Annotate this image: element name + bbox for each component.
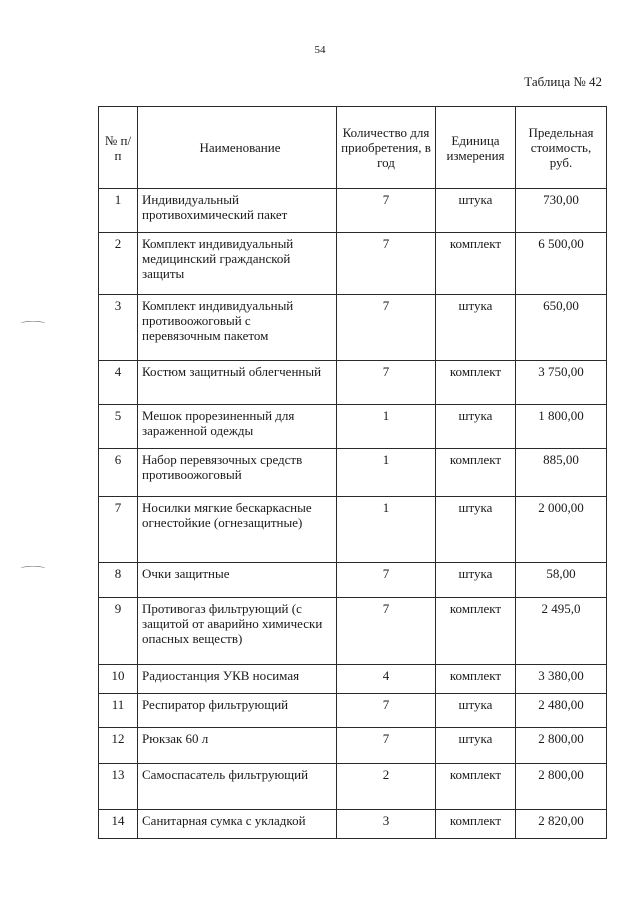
row-unit: комплект [436, 764, 516, 810]
row-price: 2 495,0 [516, 598, 607, 665]
row-number: 4 [99, 361, 138, 405]
row-price: 2 800,00 [516, 764, 607, 810]
row-number: 2 [99, 233, 138, 295]
page-number: 54 [314, 44, 326, 56]
row-price: 1 800,00 [516, 405, 607, 449]
row-quantity: 7 [337, 233, 436, 295]
table-row [99, 233, 607, 295]
header-num: № п/п [99, 107, 138, 189]
table-row [99, 295, 607, 361]
table-row [99, 728, 607, 764]
header-unit: Единица измерения [436, 107, 516, 189]
header-price: Предельная стоимость, руб. [516, 107, 607, 189]
row-unit: штука [436, 295, 516, 361]
table-caption: Таблица № 42 [524, 74, 602, 89]
row-quantity: 3 [337, 810, 436, 839]
row-name: Индивидуальный противохимический пакет [138, 189, 337, 233]
row-unit: штука [436, 694, 516, 728]
row-number: 10 [99, 665, 138, 694]
table-row [99, 665, 607, 694]
table-row [99, 764, 607, 810]
row-quantity: 1 [337, 405, 436, 449]
row-price: 3 380,00 [516, 665, 607, 694]
row-name: Мешок прорезиненный для зараженной одежды [138, 405, 337, 449]
row-quantity: 7 [337, 361, 436, 405]
row-unit: штука [436, 189, 516, 233]
row-price: 650,00 [516, 295, 607, 361]
row-quantity: 7 [337, 189, 436, 233]
row-unit: комплект [436, 449, 516, 497]
row-number: 1 [99, 189, 138, 233]
row-quantity: 7 [337, 728, 436, 764]
row-quantity: 4 [337, 665, 436, 694]
row-price: 885,00 [516, 449, 607, 497]
row-quantity: 7 [337, 563, 436, 598]
row-name: Очки защитные [138, 563, 337, 598]
row-unit: комплект [436, 810, 516, 839]
header-qty: Количество для приобретения, в год [337, 107, 436, 189]
row-number: 6 [99, 449, 138, 497]
equipment-table [98, 106, 607, 839]
row-name: Носилки мягкие бескаркасные огнестойкие (огнезащитные) [138, 497, 337, 563]
row-name: Костюм защитный облегченный [138, 361, 337, 405]
row-price: 6 500,00 [516, 233, 607, 295]
row-unit: комплект [436, 361, 516, 405]
table-row [99, 598, 607, 665]
row-number: 8 [99, 563, 138, 598]
table-row [99, 694, 607, 728]
row-price: 2 820,00 [516, 810, 607, 839]
row-price: 58,00 [516, 563, 607, 598]
row-unit: штука [436, 405, 516, 449]
scan-mark: ⌒ [20, 567, 46, 582]
row-price: 2 800,00 [516, 728, 607, 764]
row-unit: комплект [436, 233, 516, 295]
row-number: 12 [99, 728, 138, 764]
table-row [99, 810, 607, 839]
row-unit: комплект [436, 665, 516, 694]
row-price: 3 750,00 [516, 361, 607, 405]
row-name: Набор перевязочных средств противоожоговый [138, 449, 337, 497]
row-quantity: 7 [337, 598, 436, 665]
row-price: 2 000,00 [516, 497, 607, 563]
table-row [99, 449, 607, 497]
scan-mark: ⌒ [20, 322, 46, 337]
row-name: Санитарная сумка с укладкой [138, 810, 337, 839]
row-name: Противогаз фильтрующий (с защитой от аварийно химически опасных веществ) [138, 598, 337, 665]
row-name: Радиостанция УКВ носимая [138, 665, 337, 694]
row-unit: штука [436, 497, 516, 563]
row-number: 3 [99, 295, 138, 361]
table-row [99, 563, 607, 598]
row-number: 7 [99, 497, 138, 563]
row-name: Самоспасатель фильтрующий [138, 764, 337, 810]
row-quantity: 2 [337, 764, 436, 810]
row-name: Комплект индивидуальный противоожоговый с перевязочным пакетом [138, 295, 337, 361]
row-quantity: 1 [337, 449, 436, 497]
table-row [99, 497, 607, 563]
row-name: Рюкзак 60 л [138, 728, 337, 764]
row-number: 14 [99, 810, 138, 839]
row-unit: штука [436, 563, 516, 598]
table-row [99, 189, 607, 233]
row-price: 2 480,00 [516, 694, 607, 728]
table-row [99, 361, 607, 405]
row-quantity: 7 [337, 694, 436, 728]
table-header-row [99, 107, 607, 189]
table-row [99, 405, 607, 449]
row-quantity: 7 [337, 295, 436, 361]
row-name: Респиратор фильтрующий [138, 694, 337, 728]
row-number: 5 [99, 405, 138, 449]
header-name: Наименование [138, 107, 337, 189]
row-price: 730,00 [516, 189, 607, 233]
row-unit: штука [436, 728, 516, 764]
row-number: 11 [99, 694, 138, 728]
row-name: Комплект индивидуальный медицинский гражданской защиты [138, 233, 337, 295]
row-number: 13 [99, 764, 138, 810]
row-number: 9 [99, 598, 138, 665]
row-unit: комплект [436, 598, 516, 665]
row-quantity: 1 [337, 497, 436, 563]
